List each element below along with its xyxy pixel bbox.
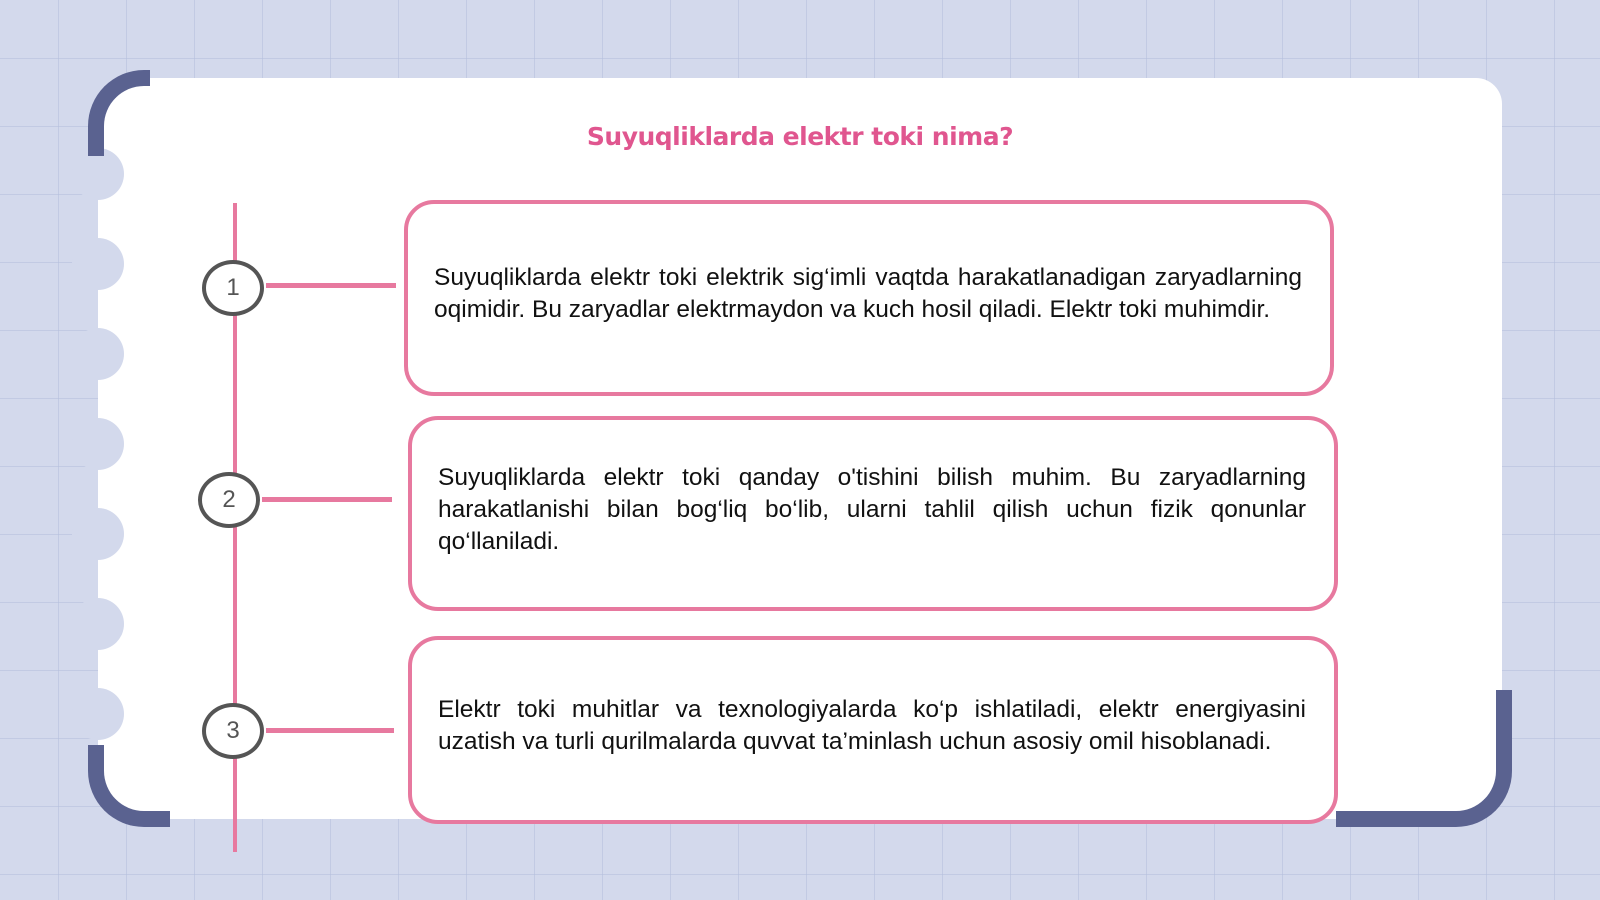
timeline-node-2: 2 (198, 472, 260, 528)
frame-corner-bottom-left (88, 745, 170, 827)
scallop-decoration (72, 328, 124, 380)
scallop-decoration (72, 688, 124, 740)
info-box-1 (404, 200, 1334, 396)
info-text-3: Elektr toki muhitlar va texnologiyalarda ko‘p ishlatiladi, elektr energiyasini uzatish va turli qurilmalarda quvvat ta’minlash uchun asosiy omil hisoblanadi. (438, 696, 1306, 755)
timeline-node-1: 1 (202, 260, 264, 316)
info-text-1: Suyuqliklarda elektr toki elektrik sig‘imli vaqtda harakatlanadigan zaryadlarning oqimidir. Bu zaryadlar elektrmaydon va kuch hosil qiladi. Elektr toki muhimdir. (434, 264, 1302, 323)
timeline-connector (266, 283, 396, 288)
info-box-2 (408, 416, 1338, 611)
scallop-decoration (72, 598, 124, 650)
scallop-decoration (72, 418, 124, 470)
scallop-decoration (72, 238, 124, 290)
timeline-node-3: 3 (202, 703, 264, 759)
scallop-decoration (72, 508, 124, 560)
timeline-connector (266, 728, 394, 733)
timeline-connector (262, 497, 392, 502)
frame-corner-bottom-right (1336, 690, 1512, 827)
info-text-2: Suyuqliklarda elektr toki qanday o'tishini bilish muhim. Bu zaryadlarning harakatlanishi bilan bog‘liq bo‘lib, ularni tahlil qilish uchun fizik qonunlar qo‘llaniladi. (438, 463, 1306, 555)
slide-title: Suyuqliklarda elektr toki nima? (586, 122, 1014, 151)
info-box-3 (408, 636, 1338, 824)
